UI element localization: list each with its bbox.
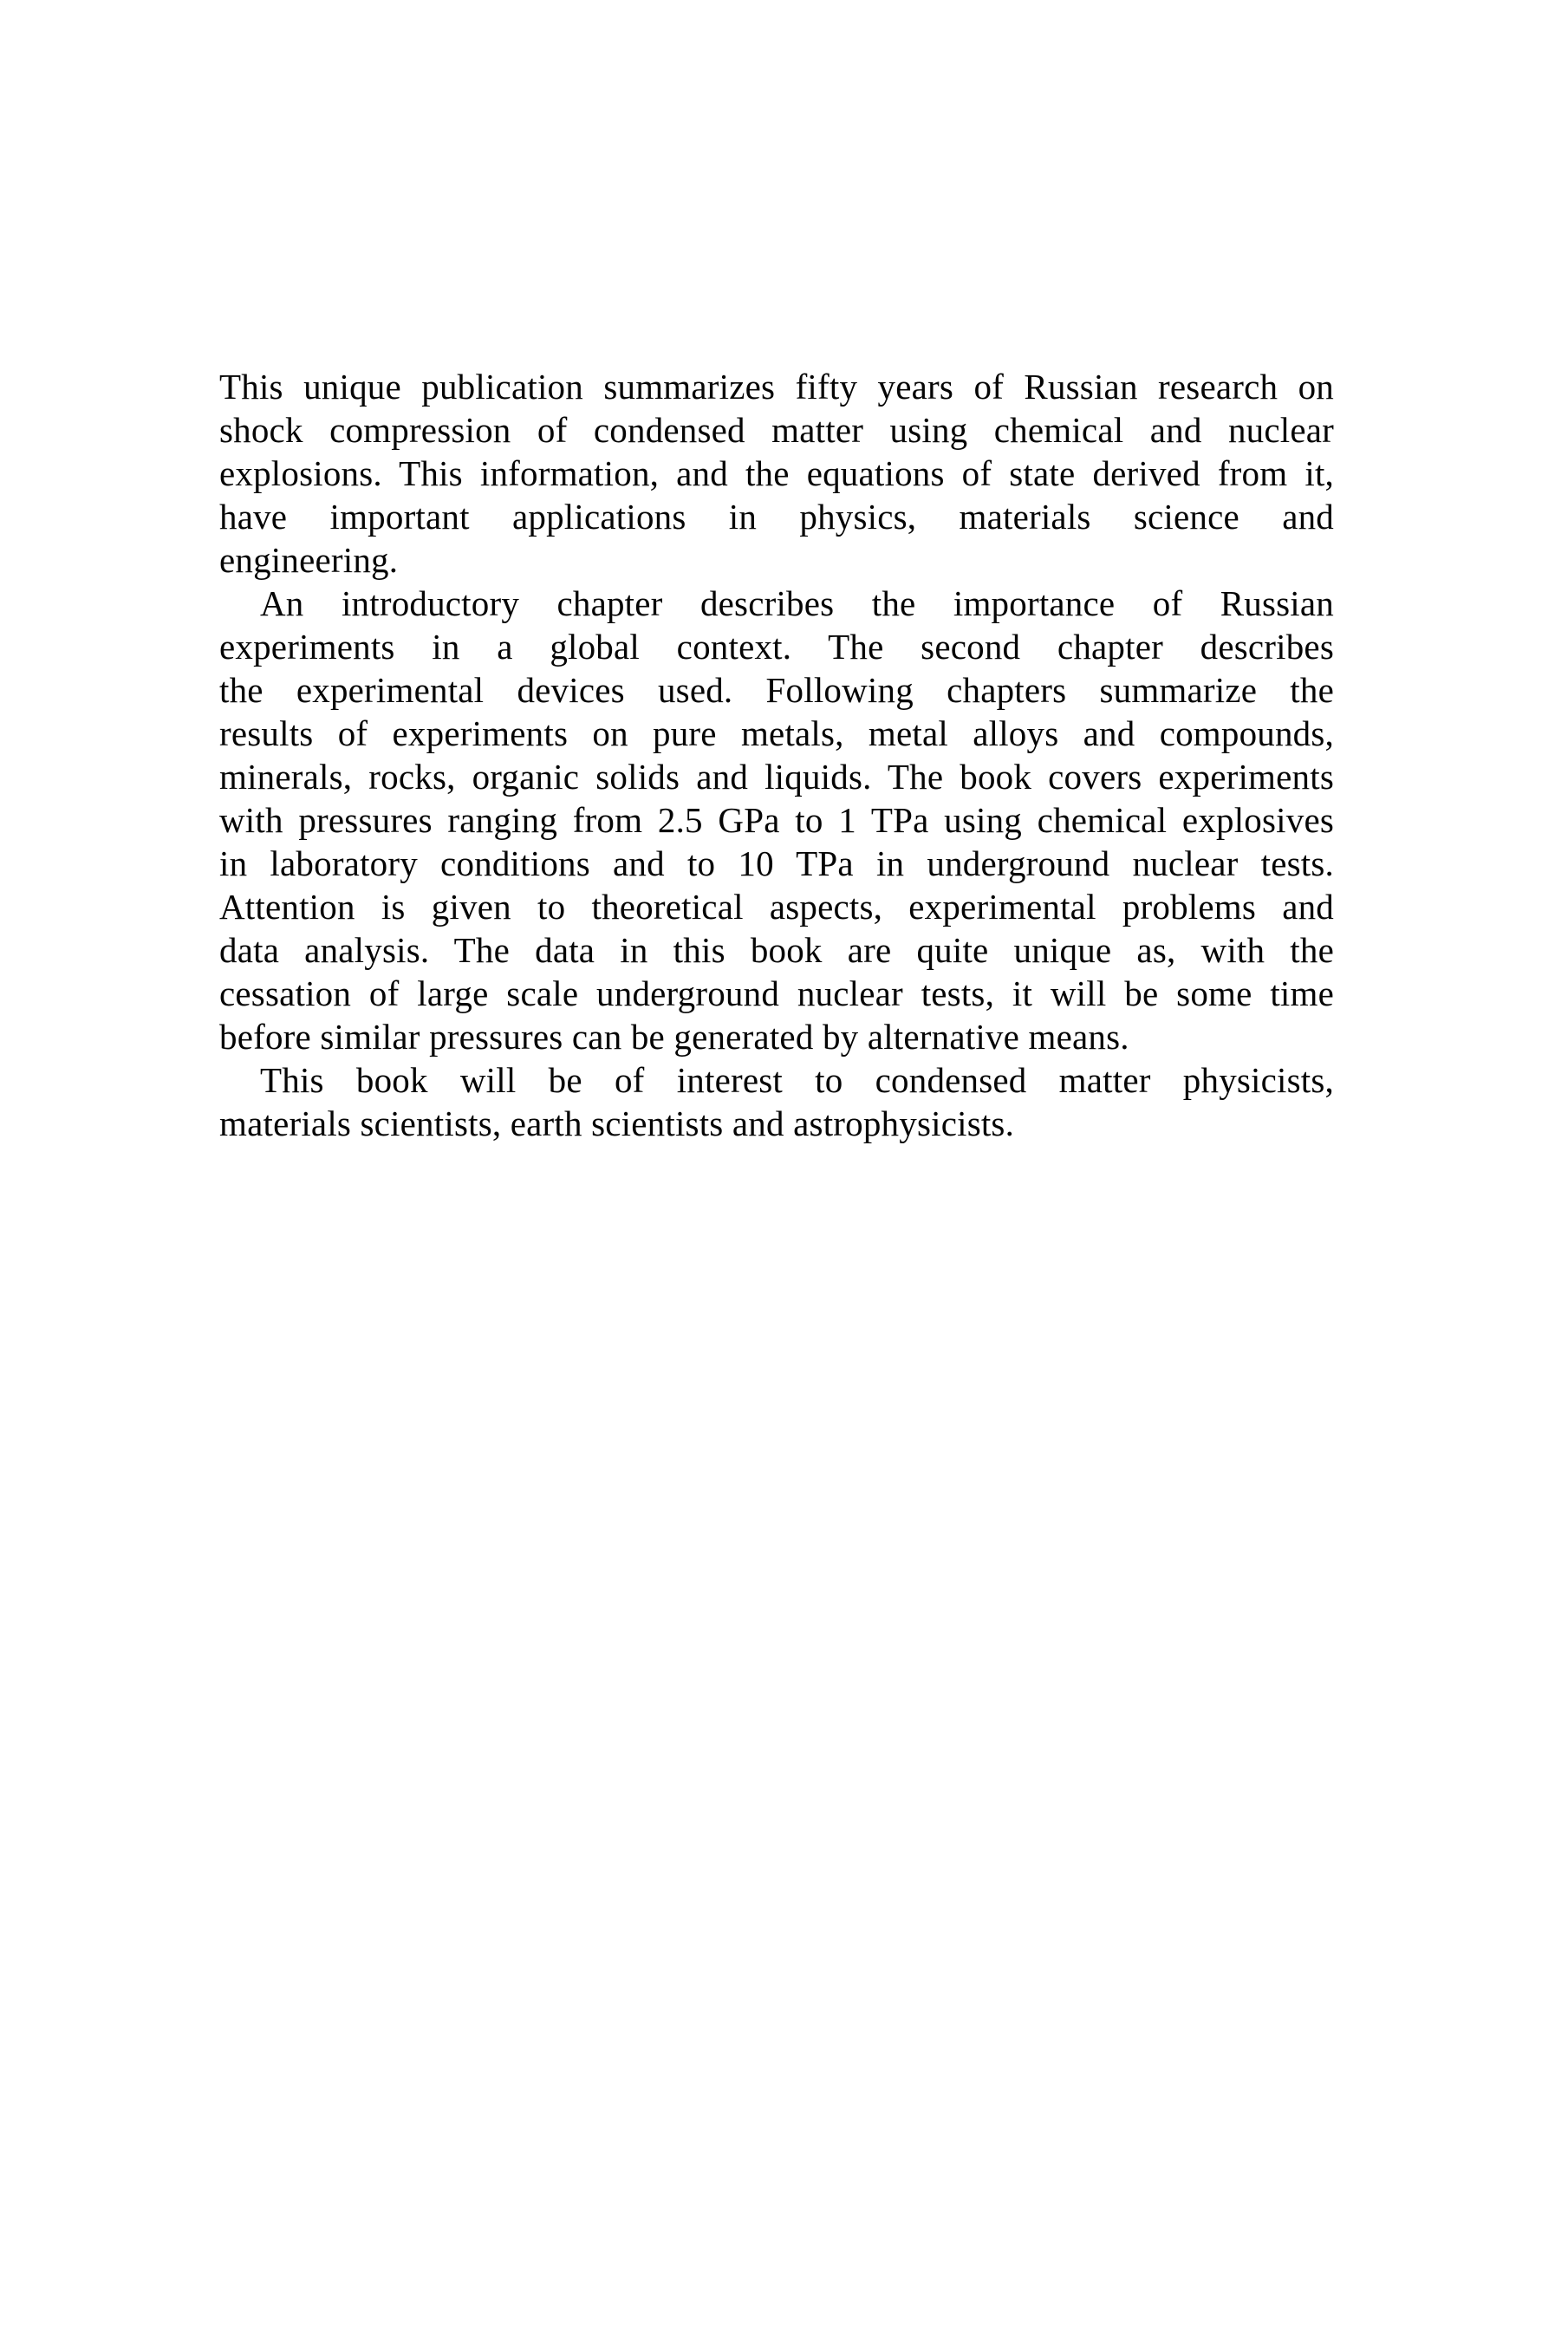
paragraph: [219, 582, 1334, 1058]
text-line: in laboratory conditions and to 10 TPa in underground nuclear tests.: [219, 843, 1334, 883]
paragraph: [219, 1058, 1334, 1145]
paragraph: [219, 365, 1334, 582]
text-line: engineering.: [219, 540, 399, 580]
text-line: results of experiments on pure metals, metal alloys and compounds,: [219, 713, 1334, 753]
text-line: An introductory chapter describes the importance of Russian: [260, 583, 1334, 623]
text-line: minerals, rocks, organic solids and liquids. The book covers experiments: [219, 757, 1334, 797]
text-line: Attention is given to theoretical aspects, experimental problems and: [219, 887, 1334, 927]
text-line: explosions. This information, and the equations of state derived from it,: [219, 453, 1334, 493]
text-line: materials scientists, earth scientists and astrophysicists.: [219, 1103, 1015, 1143]
text-line: with pressures ranging from 2.5 GPa to 1 TPa using chemical explosives: [219, 800, 1334, 840]
text-line: shock compression of condensed matter using chemical and nuclear: [219, 410, 1334, 450]
text-line: cessation of large scale underground nuclear tests, it will be some time: [219, 973, 1334, 1013]
text-line: the experimental devices used. Following chapters summarize the: [219, 670, 1334, 710]
text-line: This book will be of interest to condensed matter physicists,: [260, 1060, 1334, 1100]
text-line: experiments in a global context. The second chapter describes: [219, 627, 1334, 667]
text-line: have important applications in physics, materials science and: [219, 497, 1334, 537]
text-line: This unique publication summarizes fifty years of Russian research on: [219, 367, 1334, 407]
synopsis-text-block: [219, 365, 1334, 1145]
text-line: data analysis. The data in this book are quite unique as, with the: [219, 930, 1334, 970]
text-line: before similar pressures can be generated by alternative means.: [219, 1017, 1129, 1057]
